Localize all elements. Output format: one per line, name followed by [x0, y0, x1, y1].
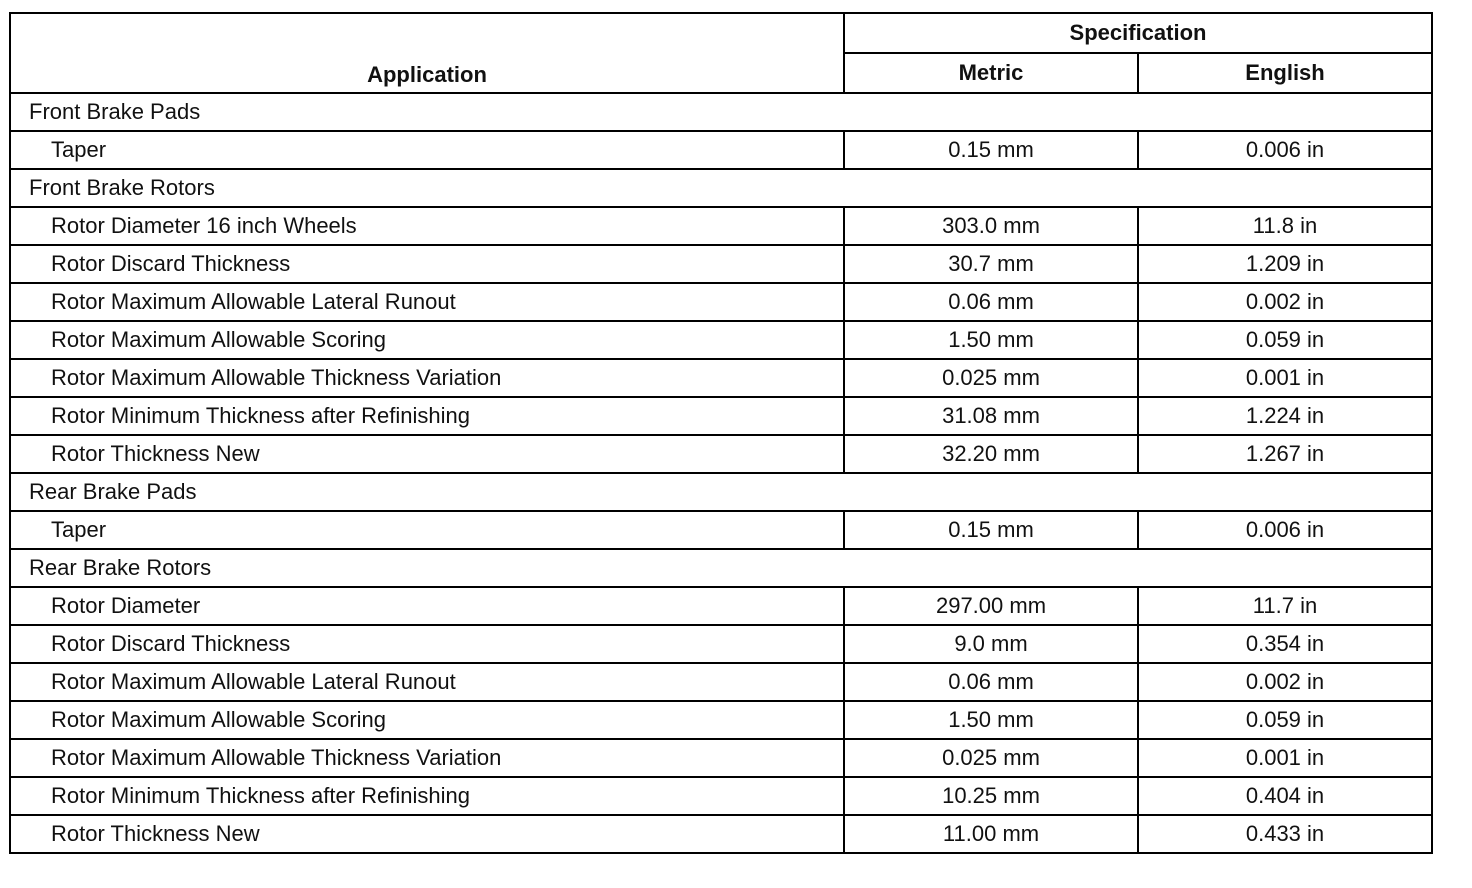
english-cell: 1.224 in [1138, 397, 1432, 435]
metric-cell: 32.20 mm [844, 435, 1138, 473]
section-row [10, 169, 1432, 207]
section-row [10, 549, 1432, 587]
table-row [10, 739, 1432, 777]
metric-cell: 0.025 mm [844, 359, 1138, 397]
english-cell: 0.404 in [1138, 777, 1432, 815]
table-row [10, 815, 1432, 853]
english-cell: 1.209 in [1138, 245, 1432, 283]
application-cell: Rotor Maximum Allowable Scoring [10, 701, 844, 739]
table-row [10, 587, 1432, 625]
table-row [10, 701, 1432, 739]
english-cell: 0.354 in [1138, 625, 1432, 663]
section-title: Front Brake Rotors [10, 169, 1432, 207]
english-cell: 0.002 in [1138, 663, 1432, 701]
english-cell: 1.267 in [1138, 435, 1432, 473]
english-cell: 0.433 in [1138, 815, 1432, 853]
metric-cell: 1.50 mm [844, 701, 1138, 739]
application-cell: Rotor Diameter [10, 587, 844, 625]
table-row [10, 777, 1432, 815]
english-cell: 0.006 in [1138, 131, 1432, 169]
application-cell: Rotor Maximum Allowable Thickness Variation [10, 739, 844, 777]
header-english: English [1138, 53, 1432, 93]
table-row [10, 397, 1432, 435]
english-cell: 0.006 in [1138, 511, 1432, 549]
metric-cell: 0.15 mm [844, 511, 1138, 549]
header-metric: Metric [844, 53, 1138, 93]
metric-cell: 303.0 mm [844, 207, 1138, 245]
table-row [10, 435, 1432, 473]
english-cell: 0.059 in [1138, 321, 1432, 359]
table-row [10, 625, 1432, 663]
application-cell: Rotor Maximum Allowable Scoring [10, 321, 844, 359]
table-row [10, 663, 1432, 701]
application-cell: Rotor Diameter 16 inch Wheels [10, 207, 844, 245]
english-cell: 0.001 in [1138, 739, 1432, 777]
section-row [10, 473, 1432, 511]
application-cell: Rotor Discard Thickness [10, 245, 844, 283]
header-application: Application [10, 13, 844, 93]
specification-table [9, 12, 1433, 854]
metric-cell: 297.00 mm [844, 587, 1138, 625]
english-cell: 0.059 in [1138, 701, 1432, 739]
application-cell: Taper [10, 131, 844, 169]
table-row [10, 207, 1432, 245]
metric-cell: 30.7 mm [844, 245, 1138, 283]
table-header [10, 13, 1432, 93]
table-body [10, 93, 1432, 853]
section-title: Front Brake Pads [10, 93, 1432, 131]
english-cell: 0.001 in [1138, 359, 1432, 397]
metric-cell: 0.15 mm [844, 131, 1138, 169]
table-row [10, 131, 1432, 169]
application-cell: Taper [10, 511, 844, 549]
table-row [10, 283, 1432, 321]
metric-cell: 0.06 mm [844, 283, 1138, 321]
table-row [10, 245, 1432, 283]
table-row [10, 511, 1432, 549]
application-cell: Rotor Thickness New [10, 815, 844, 853]
table-row [10, 321, 1432, 359]
metric-cell: 1.50 mm [844, 321, 1138, 359]
table-row [10, 359, 1432, 397]
metric-cell: 10.25 mm [844, 777, 1138, 815]
english-cell: 11.8 in [1138, 207, 1432, 245]
english-cell: 11.7 in [1138, 587, 1432, 625]
metric-cell: 9.0 mm [844, 625, 1138, 663]
header-specification: Specification [844, 13, 1432, 53]
english-cell: 0.002 in [1138, 283, 1432, 321]
section-row [10, 93, 1432, 131]
application-cell: Rotor Discard Thickness [10, 625, 844, 663]
application-cell: Rotor Thickness New [10, 435, 844, 473]
application-cell: Rotor Maximum Allowable Lateral Runout [10, 663, 844, 701]
metric-cell: 11.00 mm [844, 815, 1138, 853]
metric-cell: 0.025 mm [844, 739, 1138, 777]
application-cell: Rotor Maximum Allowable Thickness Variation [10, 359, 844, 397]
application-cell: Rotor Maximum Allowable Lateral Runout [10, 283, 844, 321]
application-cell: Rotor Minimum Thickness after Refinishing [10, 397, 844, 435]
section-title: Rear Brake Pads [10, 473, 1432, 511]
metric-cell: 0.06 mm [844, 663, 1138, 701]
application-cell: Rotor Minimum Thickness after Refinishing [10, 777, 844, 815]
section-title: Rear Brake Rotors [10, 549, 1432, 587]
metric-cell: 31.08 mm [844, 397, 1138, 435]
